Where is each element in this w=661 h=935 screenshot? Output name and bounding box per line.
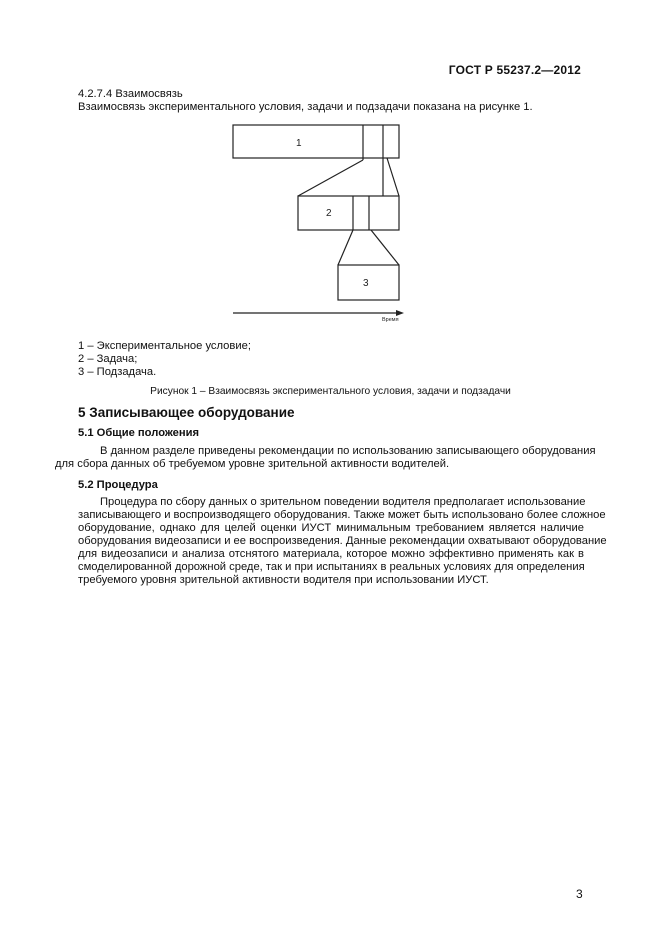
section-5-2-line-1: Процедура по сбору данных о зрительном поведении водителя предполагает использование — [100, 496, 586, 508]
legend-item-3: 3 – Подзадача. — [78, 366, 157, 378]
section-intro-text: Взаимосвязь экспериментального условия, задачи и подзадачи показана на рисунке 1. — [78, 101, 533, 113]
section-5-2-line-7: требуемого уровня зрительной активности водителя при использовании ИУСТ. — [78, 574, 489, 586]
connector-2-3-right — [371, 230, 399, 265]
page-number: 3 — [576, 887, 583, 901]
connector-1-2-left-diag — [298, 160, 363, 196]
section-5-2-line-2: записывающего и воспроизводящего оборудования. Также может быть использовано более сложное — [78, 509, 606, 521]
section-5-2-line-3: оборудование, однако для целей оценки ИУСТ минимальным требованием является наличие — [78, 522, 584, 534]
section-5-2-line-6: смоделированной дорожной среде, так и при испытаниях в реальных условиях для определения — [78, 561, 585, 573]
time-axis-arrowhead — [396, 310, 404, 316]
legend-item-2: 2 – Задача; — [78, 353, 138, 365]
figure-caption: Рисунок 1 – Взаимосвязь экспериментального условия, задачи и подзадачи — [150, 386, 511, 397]
section-5-1-title: 5.1 Общие положения — [78, 427, 200, 439]
section-heading-4-2-7-4: 4.2.7.4 Взаимосвязь — [78, 88, 183, 100]
box-label-1: 1 — [296, 138, 302, 149]
box-label-3: 3 — [363, 278, 369, 289]
legend-item-1: 1 – Экспериментальное условие; — [78, 340, 251, 352]
box-task — [298, 196, 399, 230]
time-axis-label: Время — [382, 317, 399, 323]
connector-1-2-right-diag — [387, 158, 399, 196]
section-5-1-line-1: В данном разделе приведены рекомендации по использованию записывающего оборудования — [100, 445, 596, 457]
box-label-2: 2 — [326, 208, 332, 219]
section-5-2-line-5: для видеозаписи и анализа отснятого материала, которое можно эффективно применять как в — [78, 548, 584, 560]
section-5-2-line-4: оборудования видеозаписи и ее воспроизведения. Данные рекомендации охватывают оборудование — [78, 535, 607, 547]
section-5-2-title: 5.2 Процедура — [78, 479, 158, 491]
connector-2-3-left — [338, 230, 353, 265]
section-5-1-line-2: для сбора данных об требуемом уровне зрительной активности водителей. — [55, 458, 450, 470]
box-experimental-condition — [233, 125, 399, 158]
section-5-title: 5 Записывающее оборудование — [78, 405, 295, 420]
document-header: ГОСТ Р 55237.2—2012 — [448, 63, 581, 77]
